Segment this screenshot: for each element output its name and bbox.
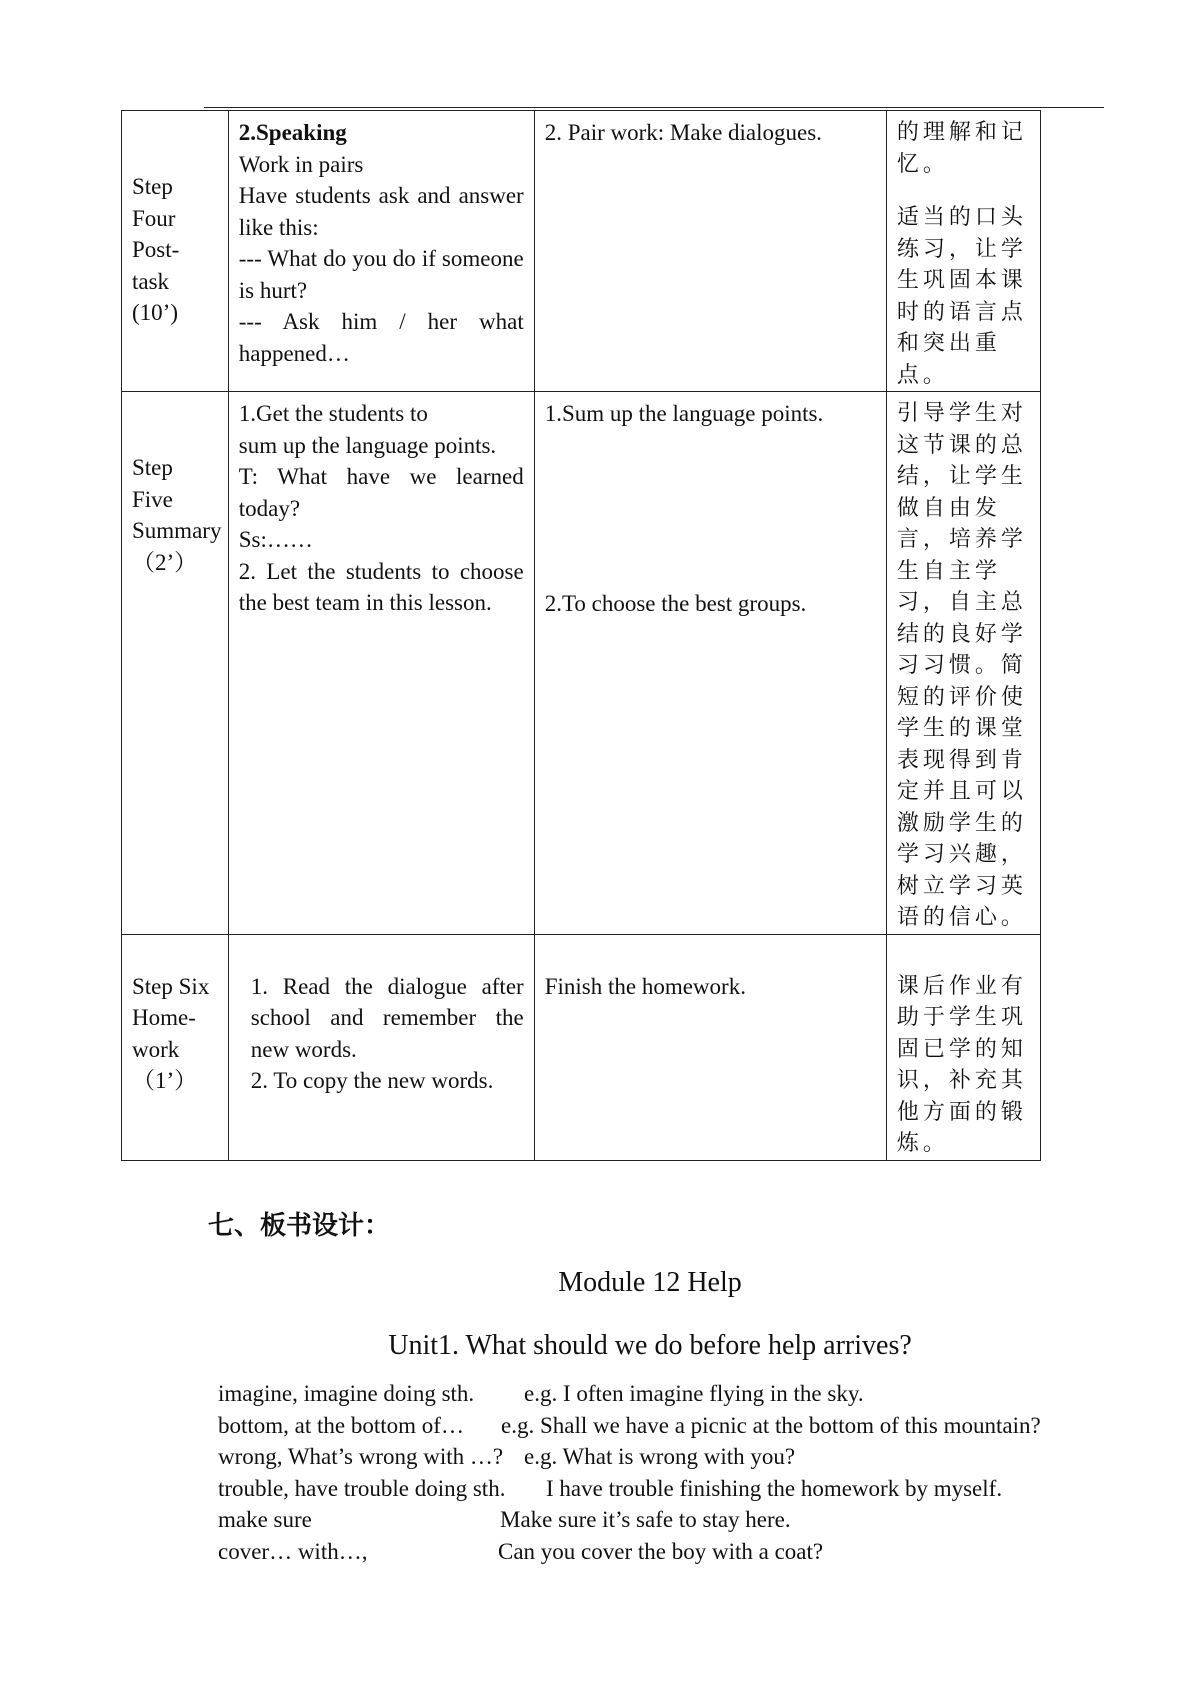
activity-line: Ss:……	[238, 527, 313, 552]
vocab-example: Can you cover the boy with a coat?	[498, 1538, 824, 1564]
step-line: task	[132, 268, 170, 294]
lesson-plan-table	[121, 110, 1041, 1161]
purpose-cell	[886, 934, 1040, 1160]
activity-line: 1.Sum up the language points.	[544, 401, 824, 426]
teacher-activity-cell	[228, 392, 534, 935]
purpose-text: 课后作业有助于学生巩固已学的知识，补充其他方面的锻炼。	[896, 973, 1027, 1156]
vocab-example: e.g. Shall we have a picnic at the bottom of this mountain?	[501, 1412, 1041, 1438]
step-label-cell	[122, 392, 229, 935]
step-line: Home-	[132, 1005, 196, 1030]
purpose-text: 引导学生对这节课的总结，让学生做自由发言，培养学生自主学习，自主总结的良好学习习惯。简短的评价使学生的课堂表现得到肯定并且可以激励学生的学习兴趣，树立学习英语的信心。	[896, 401, 1027, 930]
table-row-step-five	[122, 392, 1041, 935]
vocab-phrase: imagine, imagine doing sth.	[218, 1381, 475, 1406]
activity-line: Finish the homework.	[544, 973, 746, 999]
vocab-example: I have trouble finishing the homework by myself.	[546, 1475, 1003, 1501]
step-line: (10’)	[132, 300, 178, 325]
student-activity-cell	[534, 392, 886, 935]
activity-line: 1. Read the dialogue after school and remember the new words.	[250, 973, 524, 1062]
teacher-activity-cell	[228, 934, 534, 1160]
module-title: Module 12 Help	[558, 1267, 742, 1298]
purpose-text: 适当的口头练习，让学生巩固本课时的语言点和突出重点。	[896, 205, 1027, 388]
step-line: work	[132, 1036, 180, 1062]
vocab-phrase: trouble, have trouble doing sth.	[218, 1475, 506, 1501]
vocab-phrase: wrong, What’s wrong with …?	[218, 1444, 504, 1469]
step-line: Summary	[132, 518, 222, 543]
vocab-phrase: cover… with…,	[218, 1538, 368, 1564]
purpose-cell	[886, 111, 1040, 392]
step-line: Step Four	[132, 174, 176, 231]
spacer	[545, 430, 876, 588]
student-activity-cell	[534, 111, 886, 392]
step-line: （2’）	[132, 549, 198, 575]
step-label-cell	[122, 934, 229, 1160]
activity-line: --- What do you do if someone is hurt?	[238, 246, 524, 303]
table-row-step-six	[122, 934, 1041, 1160]
vocab-phrase: make sure	[218, 1507, 312, 1532]
vocab-phrase: bottom, at the bottom of…	[218, 1412, 464, 1438]
spacer	[897, 180, 1030, 202]
section-title: 七、板书设计：	[208, 1211, 391, 1241]
vocab-example: Make sure it’s safe to stay here.	[500, 1507, 791, 1532]
step-label-cell	[122, 111, 229, 392]
activity-line: T: What have we learned today?	[238, 464, 524, 521]
step-line: Step Five	[132, 455, 173, 512]
activity-line: 2. Pair work: Make dialogues.	[544, 120, 822, 145]
vocab-example: e.g. I often imagine flying in the sky.	[524, 1381, 864, 1406]
purpose-cell	[886, 392, 1040, 935]
activity-heading: 2.Speaking	[238, 120, 347, 145]
activity-line: 1.Get the students to	[238, 401, 428, 426]
table-row-step-four	[122, 111, 1041, 392]
activity-line: Work in pairs	[238, 151, 364, 177]
activity-line: 2. Let the students to choose the best team in this lesson.	[238, 558, 524, 615]
step-line: Step Six	[132, 973, 210, 999]
step-line: （1’）	[132, 1068, 198, 1093]
top-rule	[204, 107, 1104, 108]
purpose-text: 的理解和记忆。	[896, 120, 1027, 177]
activity-line: --- Ask him / her what happened…	[238, 309, 524, 366]
unit-title: Unit1. What should we do before help arrives?	[388, 1330, 912, 1361]
activity-line: 2. To copy the new words.	[250, 1068, 494, 1093]
activity-line: Have students ask and answer like this:	[238, 183, 524, 240]
step-line: Post-	[132, 237, 180, 262]
activity-line: sum up the language points.	[238, 432, 497, 458]
vocab-example: e.g. What is wrong with you?	[524, 1444, 796, 1469]
activity-line: 2.To choose the best groups.	[544, 590, 807, 616]
student-activity-cell	[534, 934, 886, 1160]
teacher-activity-cell	[228, 111, 534, 392]
